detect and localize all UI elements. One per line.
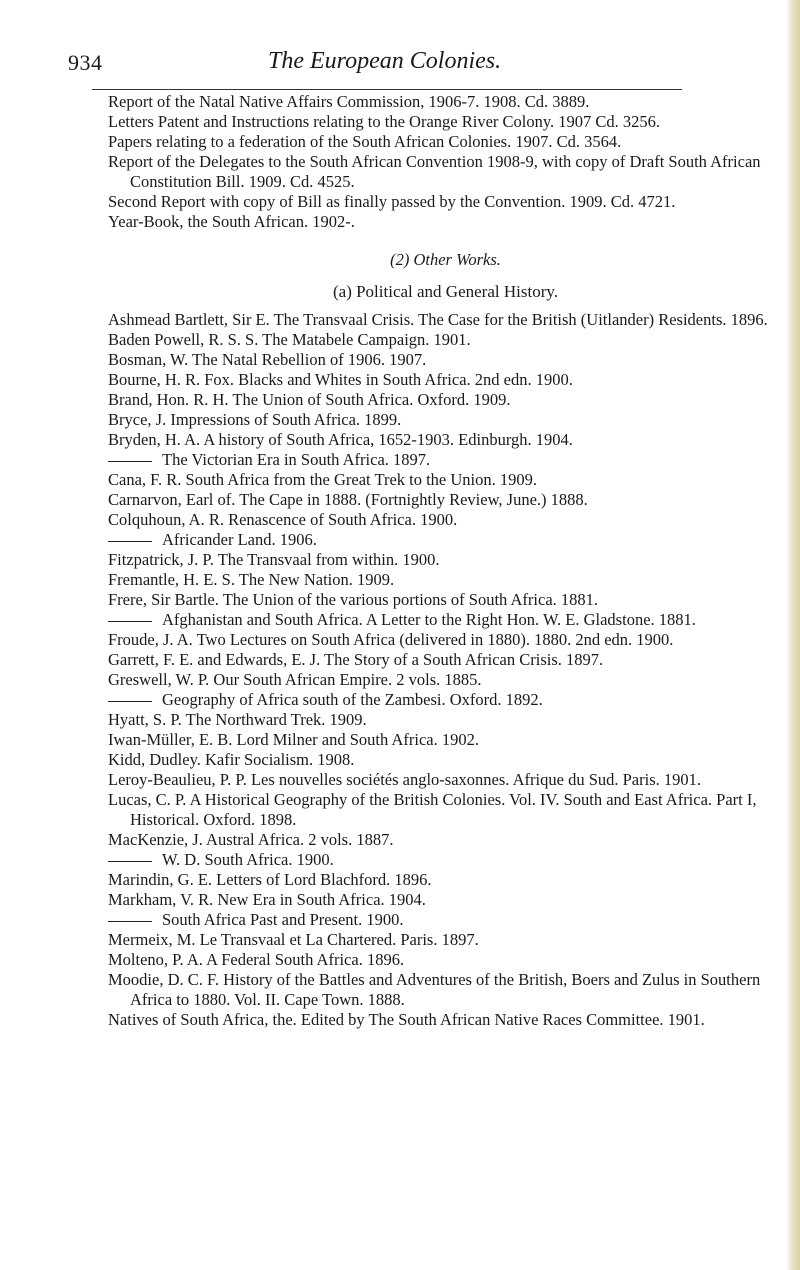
entry-text: Bryce, J. Impressions of South Africa. 1899.: [108, 410, 402, 429]
bibliography-entry: [108, 490, 783, 510]
entry-text: W. D. South Africa. 1900.: [162, 850, 334, 869]
entry-text: Marindin, G. E. Letters of Lord Blachford. 1896.: [108, 870, 432, 889]
bibliography-entry: [108, 470, 783, 490]
bibliography-entry-ditto: [108, 690, 783, 710]
bibliography-entry-ditto: [108, 910, 783, 930]
entry-text: The Victorian Era in South Africa. 1897.: [162, 450, 431, 469]
bibliography-entry: [108, 410, 783, 430]
official-publications-list: [108, 92, 783, 232]
ditto-dash: [108, 921, 152, 922]
bibliography-entry: Year-Book, the South African. 1902-.: [108, 212, 355, 231]
bibliography-entry: [108, 670, 783, 690]
bibliography-entry: [108, 370, 783, 390]
entry-text: Ashmead Bartlett, Sir E. The Transvaal Crisis. The Case for the British (Uitlander) Residents. 1896.: [108, 310, 768, 329]
bibliography-entry: [108, 970, 783, 1010]
bibliography-entry: [108, 750, 783, 770]
entry-text: Moodie, D. C. F. History of the Battles and Adventures of the British, Boers and Zulus in Southern Africa to 1880. Vol. II. Cape Town. 1888.: [108, 970, 761, 1009]
entry-text: Africander Land. 1906.: [162, 530, 317, 549]
entry-text: Greswell, W. P. Our South African Empire. 2 vols. 1885.: [108, 670, 482, 689]
bibliography-entry: [108, 330, 783, 350]
section-subheading: (a) Political and General History.: [332, 282, 559, 301]
entry-text: Cana, F. R. South Africa from the Great Trek to the Union. 1909.: [108, 470, 538, 489]
bibliography-entry: Papers relating to a federation of the South African Colonies. 1907. Cd. 3564.: [108, 132, 622, 151]
entry-text: Leroy-Beaulieu, P. P. Les nouvelles sociétés anglo-saxonnes. Afrique du Sud. Paris. 1901.: [108, 770, 701, 789]
ditto-dash: [108, 701, 152, 702]
bibliography-entry: [108, 950, 783, 970]
entry-text: Molteno, P. A. A Federal South Africa. 1896.: [108, 950, 405, 969]
ditto-dash: [108, 461, 152, 462]
bibliography-entry: [108, 550, 783, 570]
ditto-dash: [108, 541, 152, 542]
entry-text: Iwan-Müller, E. B. Lord Milner and South Africa. 1902.: [108, 730, 479, 749]
bibliography-entry-ditto: [108, 530, 783, 550]
entry-text: Baden Powell, R. S. S. The Matabele Campaign. 1901.: [108, 330, 471, 349]
entry-text: MacKenzie, J. Austral Africa. 2 vols. 1887.: [108, 830, 394, 849]
entry-text: Frere, Sir Bartle. The Union of the various portions of South Africa. 1881.: [108, 590, 599, 609]
bibliography-entry: Letters Patent and Instructions relating to the Orange River Colony. 1907 Cd. 3256.: [108, 112, 661, 131]
bibliography-entry: [108, 930, 783, 950]
bibliography-entry-ditto: [108, 610, 783, 630]
bibliography-entry: [108, 430, 783, 450]
bibliography-entry: Report of the Natal Native Affairs Commission, 1906-7. 1908. Cd. 3889.: [108, 92, 590, 111]
page-number: 934: [68, 50, 103, 75]
entry-text: Fitzpatrick, J. P. The Transvaal from within. 1900.: [108, 550, 440, 569]
bibliography-entry-ditto: [108, 850, 783, 870]
entry-text: Colquhoun, A. R. Renascence of South Africa. 1900.: [108, 510, 458, 529]
bibliography-entry: [108, 510, 783, 530]
entry-text: Brand, Hon. R. H. The Union of South Africa. Oxford. 1909.: [108, 390, 511, 409]
entry-text: Garrett, F. E. and Edwards, E. J. The Story of a South African Crisis. 1897.: [108, 650, 604, 669]
page-header: [68, 50, 774, 90]
ditto-dash: [108, 621, 152, 622]
bibliography-entry: [108, 310, 783, 330]
entry-text: Bosman, W. The Natal Rebellion of 1906. 1907.: [108, 350, 427, 369]
entry-text: Lucas, C. P. A Historical Geography of the British Colonies. Vol. IV. South and East Africa. Part I, Historical. Oxford. 1898.: [108, 790, 757, 829]
works-list: [108, 310, 783, 1030]
bibliography-entry: [108, 830, 783, 850]
entry-text: Kidd, Dudley. Kafir Socialism. 1908.: [108, 750, 355, 769]
entry-text: Natives of South Africa, the. Edited by The South African Native Races Committee. 1901.: [108, 1010, 705, 1029]
header-rule: [92, 89, 682, 90]
bibliography-entry: [108, 730, 783, 750]
entry-text: Fremantle, H. E. S. The New Nation. 1909.: [108, 570, 395, 589]
entry-text: Bourne, H. R. Fox. Blacks and Whites in South Africa. 2nd edn. 1900.: [108, 370, 573, 389]
entry-text: South Africa Past and Present. 1900.: [162, 910, 404, 929]
entry-text: Hyatt, S. P. The Northward Trek. 1909.: [108, 710, 367, 729]
entry-text: Carnarvon, Earl of. The Cape in 1888. (Fortnightly Review, June.) 1888.: [108, 490, 588, 509]
entry-text: Afghanistan and South Africa. A Letter to the Right Hon. W. E. Gladstone. 1881.: [162, 610, 696, 629]
bibliography-entry: [108, 770, 783, 790]
bibliography-entry: [108, 1010, 783, 1030]
bibliography-entry: [108, 650, 783, 670]
page-edge-shading: [786, 0, 800, 1270]
section-heading: (2) Other Works.: [390, 250, 501, 269]
entry-text: Mermeix, M. Le Transvaal et La Chartered. Paris. 1897.: [108, 930, 479, 949]
bibliography-entry: Report of the Delegates to the South African Convention 1908-9, with copy of Draft South African Constitution Bill. 1909. Cd. 4525.: [108, 152, 761, 191]
bibliography-entry: [108, 390, 783, 410]
bibliography-entry: [108, 790, 783, 830]
bibliography-entry: [108, 570, 783, 590]
entry-text: Geography of Africa south of the Zambesi. Oxford. 1892.: [162, 690, 543, 709]
entry-text: Bryden, H. A. A history of South Africa, 1652-1903. Edinburgh. 1904.: [108, 430, 573, 449]
entry-text: Froude, J. A. Two Lectures on South Africa (delivered in 1880). 1880. 2nd edn. 1900.: [108, 630, 674, 649]
ditto-dash: [108, 861, 152, 862]
bibliography-entry-ditto: [108, 450, 783, 470]
bibliography-entry: [108, 590, 783, 610]
bibliography-entry: [108, 890, 783, 910]
bibliography-entry: [108, 710, 783, 730]
bibliography-entry: [108, 870, 783, 890]
bibliography-content: [108, 92, 783, 1030]
bibliography-entry: [108, 630, 783, 650]
bibliography-entry: [108, 350, 783, 370]
entry-text: Markham, V. R. New Era in South Africa. 1904.: [108, 890, 426, 909]
bibliography-entry: Second Report with copy of Bill as finally passed by the Convention. 1909. Cd. 4721.: [108, 192, 676, 211]
running-title: The European Colonies.: [268, 48, 502, 74]
